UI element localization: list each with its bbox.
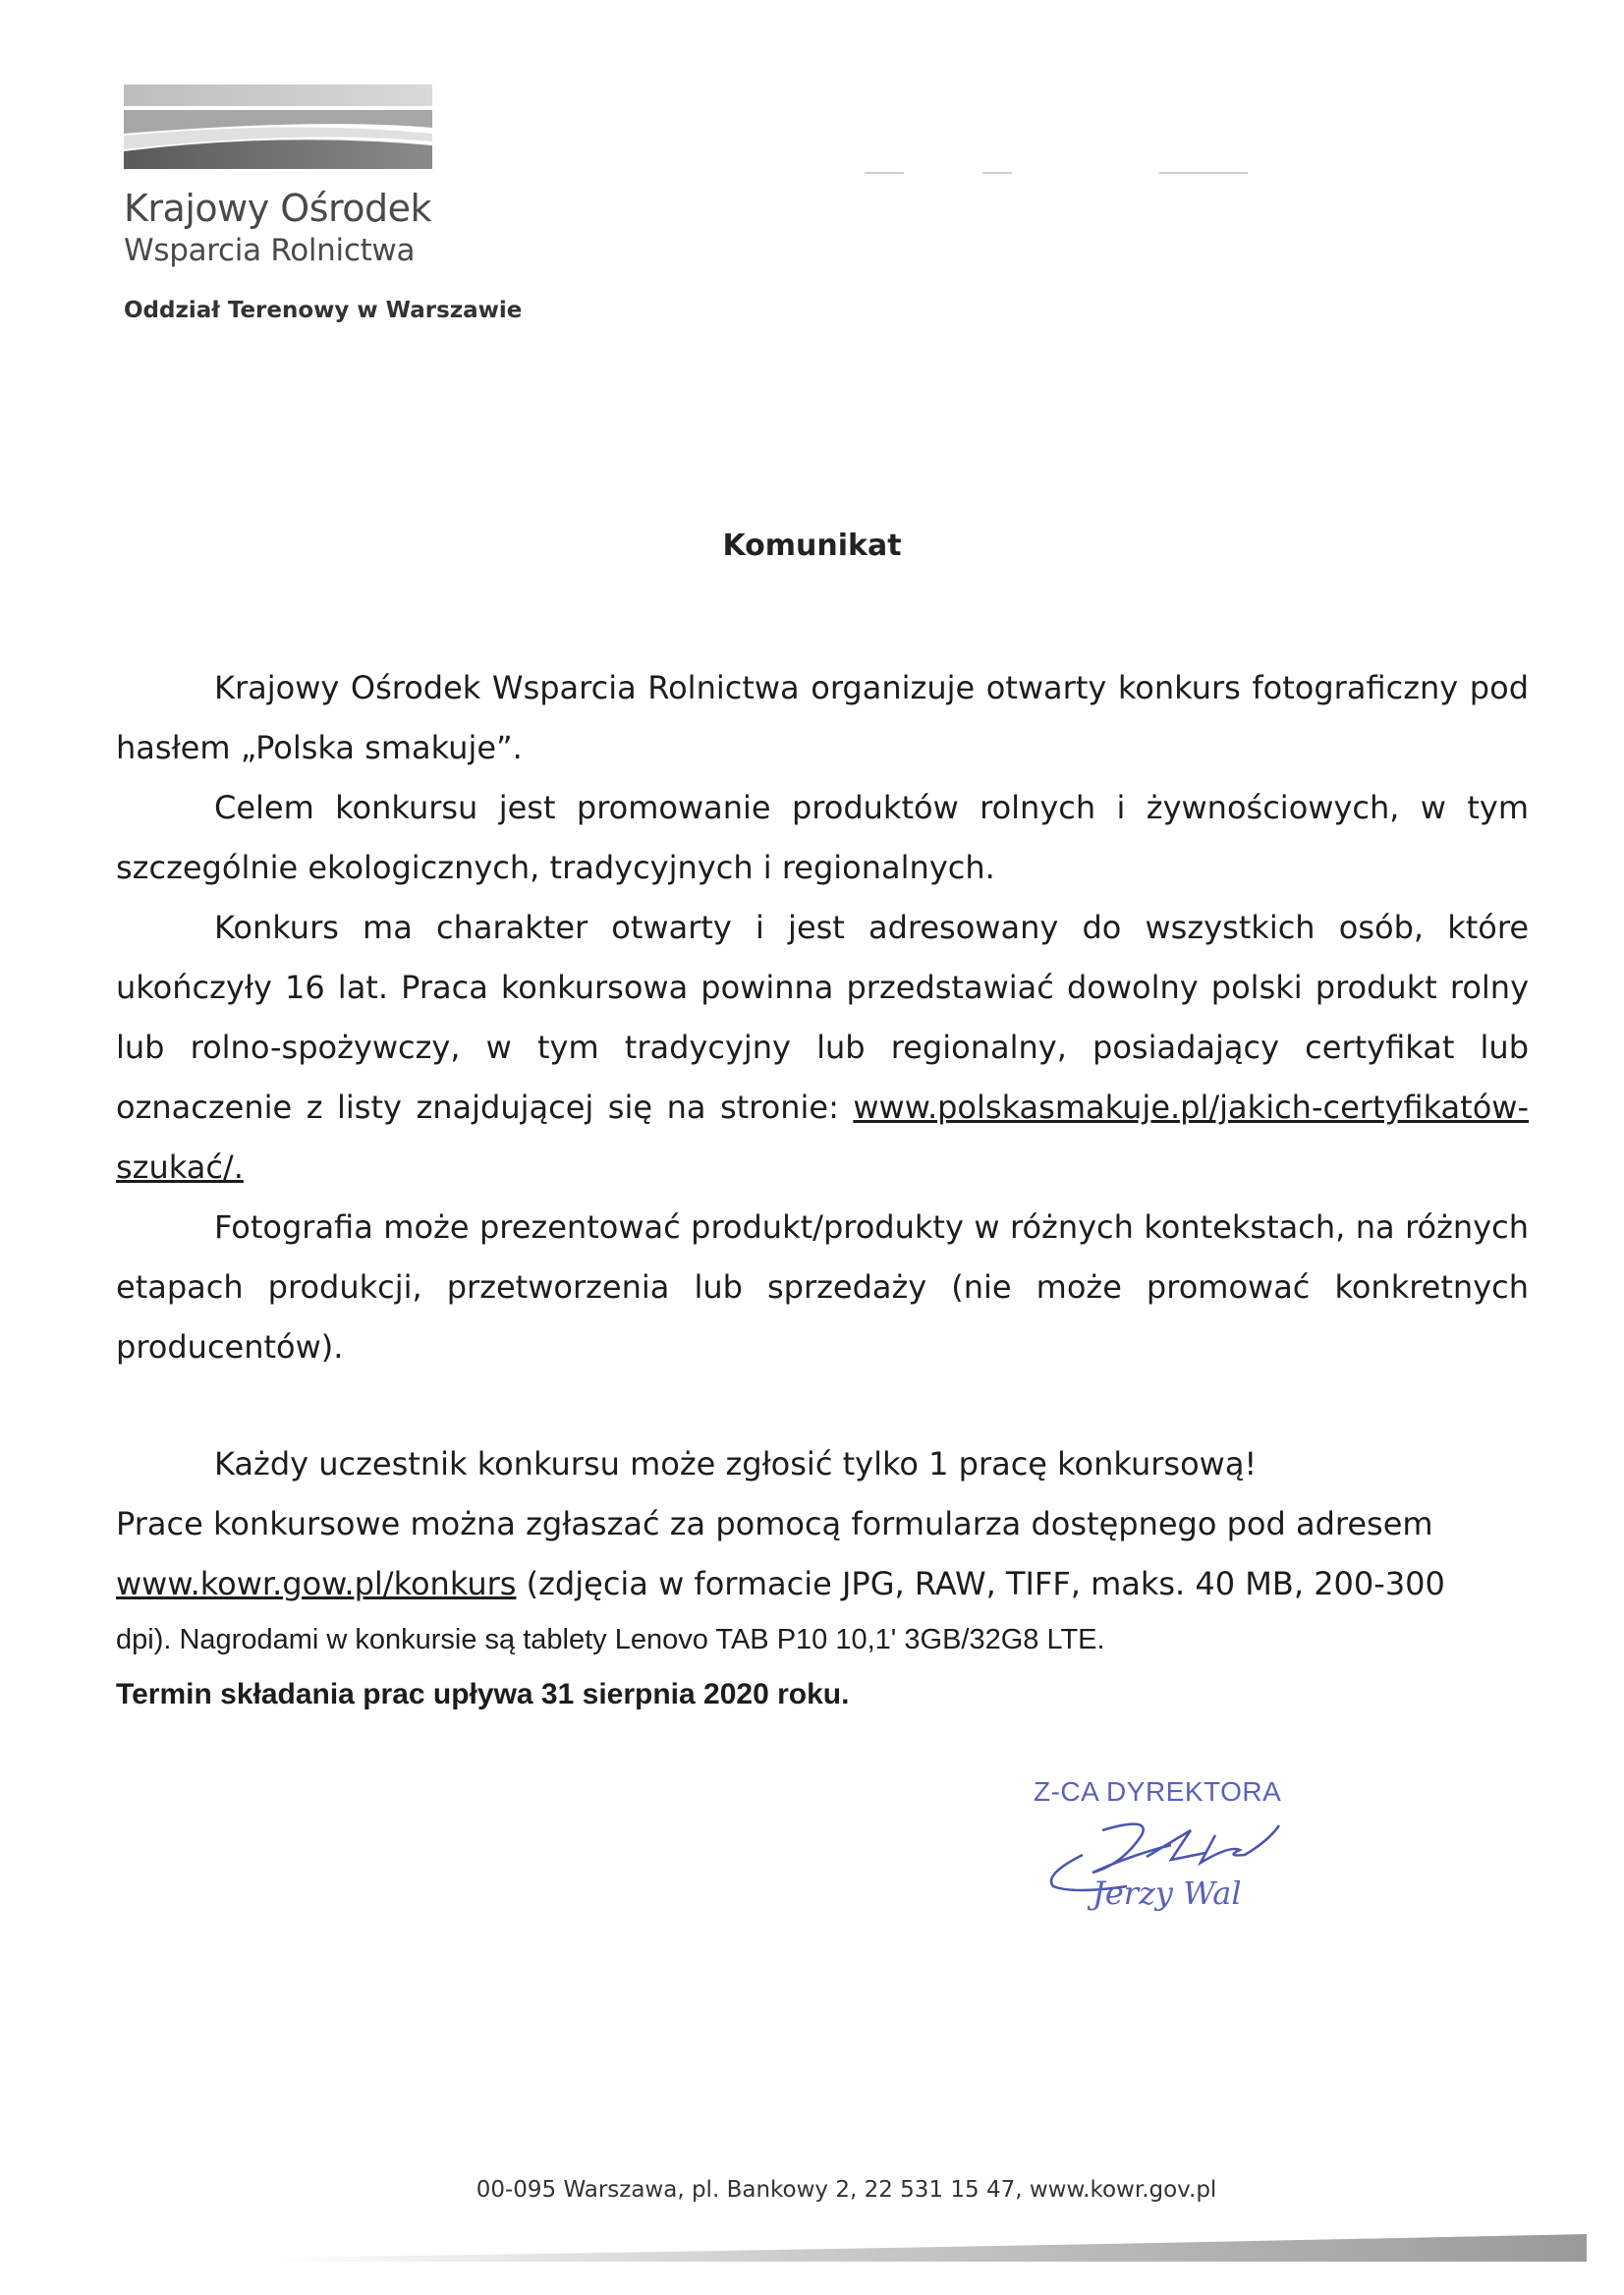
paragraph-1: Krajowy Ośrodek Wsparcia Rolnictwa organizuje otwarty konkurs fotograficzny pod hasłem „Polska smakuje”. [116,669,1529,766]
prize-info: dpi). Nagrodami w konkursie są tablety Lenovo TAB P10 10,1' 3GB/32G8 LTE. [116,1624,1105,1655]
stamp-title: Z-CA DYREKTORA [1034,1776,1282,1807]
org-name-line2: Wsparcia Rolnictwa [124,233,416,268]
org-name-line1: Krajowy Ośrodek [124,187,432,230]
contest-form-link[interactable]: www.kowr.gow.pl/konkurs [116,1565,517,1602]
scan-mark [865,172,904,174]
branch-name: Oddział Terenowy w Warszawie [124,298,523,323]
scan-mark [982,172,1012,174]
paragraph-2: Celem konkursu jest promowanie produktów rolnych i żywnościowych, w tym szczególnie ekologicznych, tradycyjnych i regionalnych. [116,789,1529,886]
deadline: Termin składania prac upływa 31 sierpnia 2020 roku. [116,1678,850,1710]
submission-format-line [116,1554,1529,1614]
scan-mark [1159,172,1248,174]
submission-info [116,1434,1529,1724]
submission-line: Prace konkursowe można zgłaszać za pomocą formularza dostępnego pod adresem [116,1505,1433,1542]
certificates-link[interactable]: www.polskasmakuje.pl/jakich-certyfikatów-szukać/. [116,1089,1529,1186]
paragraph-3-text: Konkurs ma charakter otwarty i jest adresowany do wszystkich osób, które ukończyły 16 lat. Praca konkursowa powinna przedstawiać dowolny polski produkt rolny lub rolno-spożywczy, w tym tradycyjny lub regionalny, posiadający certyfikat lub oznaczenie z listy znajdującej się na stronie: [116,909,1529,1126]
format-details: (zdjęcia w formacie JPG, RAW, TIFF, maks. 40 MB, 200-300 [516,1565,1445,1602]
paragraph-3 [116,898,1529,1198]
paragraph-4: Fotografia może prezentować produkt/produkty w różnych kontekstach, na różnych etapach produkcji, przetworzenia lub sprzedaży (nie może promować konkretnych producentów). [116,1208,1529,1366]
document-title: Komunikat [722,529,902,563]
kowr-logo [124,84,438,175]
entry-limit: Każdy uczestnik konkursu może zgłosić tylko 1 pracę konkursową! [214,1445,1258,1483]
signer-name: Jerzy Wal [1092,1875,1242,1912]
footer-graphic [265,2228,1587,2267]
signature-stamp [1034,1776,1328,1924]
document-body [116,658,1529,1377]
footer-address: 00-095 Warszawa, pl. Bankowy 2, 22 531 15 47, www.kowr.gov.pl [476,2177,1217,2203]
